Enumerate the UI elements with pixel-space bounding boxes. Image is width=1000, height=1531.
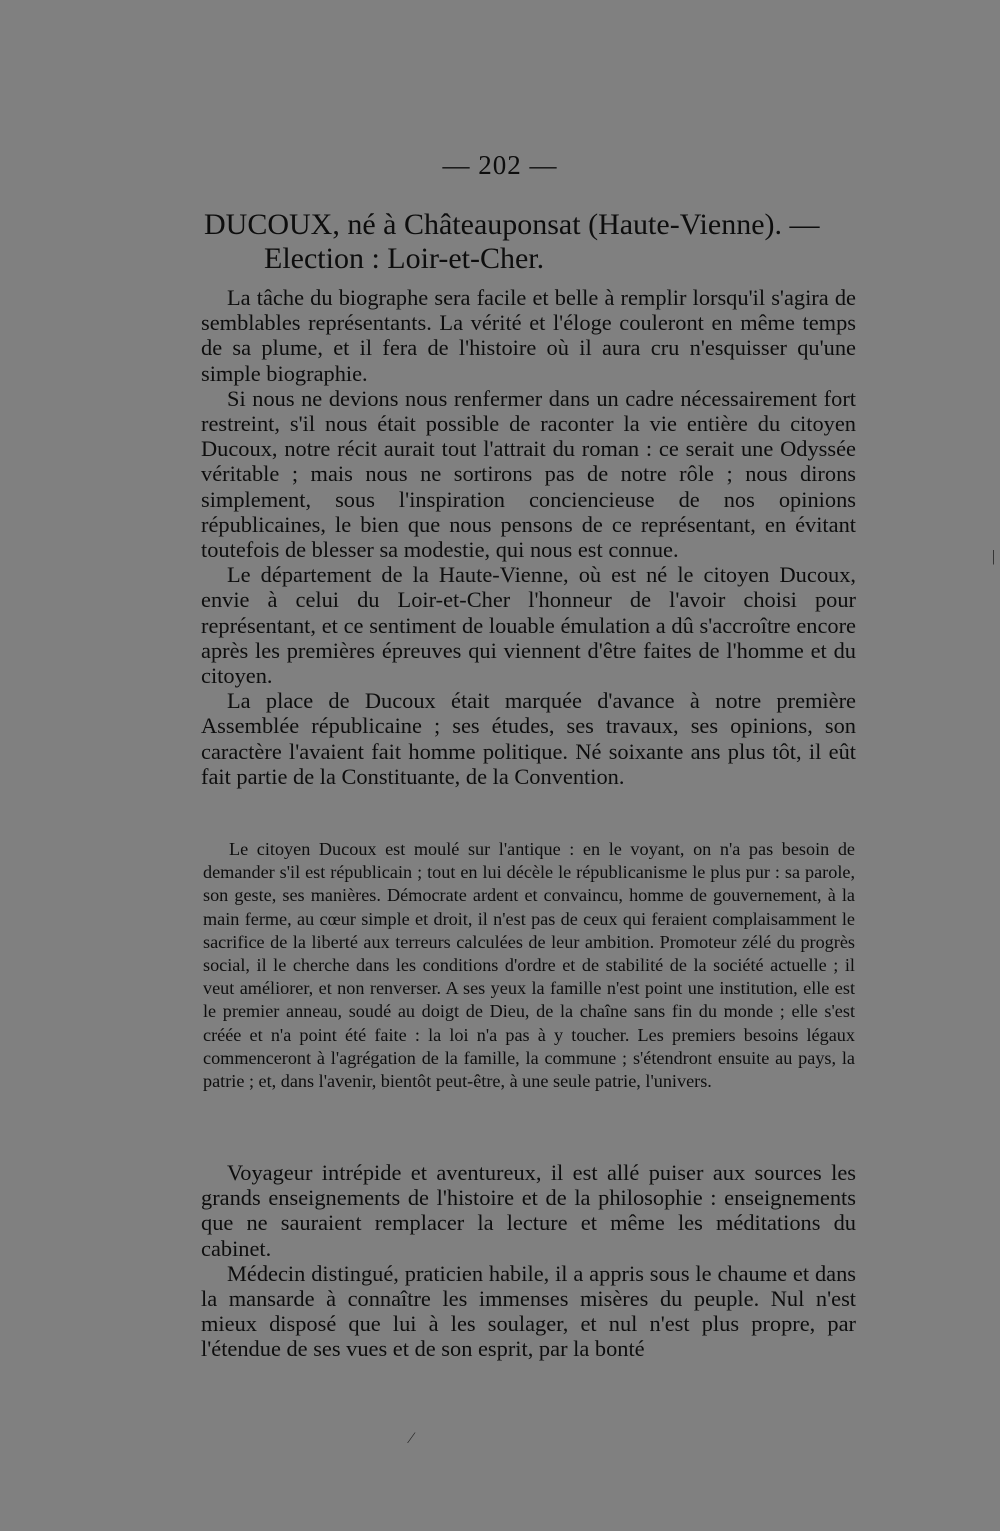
paragraph-6: Médecin distingué, praticien habile, il a appris sous le chaume et dans la mansarde à connaître les immenses misères du peuple. Nul n'est mieux disposé que lui à les soulager, et nul n'est plus propre, par l'étendue de ses vues et de son esprit, par la bonté [201,1260,856,1362]
quote-paragraph: Le citoyen Ducoux est moulé sur l'antique : en le voyant, on n'a pas besoin de demander s'il est républicain ; tout en lui décèle le républicanisme le plus pur : sa parole, son geste, ses manières. Démocrate ardent et convaincu, homme de gouvernement, à la main ferme, au cœur simple et droit, il n'est pas de ceux qui feraient complaisamment le sacrifice de la liberté aux terreurs calculées de leur ambition. Promoteur zélé du progrès social, il le cherche dans les conditions d'ordre et de stabilité de la société actuelle ; il veut améliorer, et non renverser. A ses yeux la famille n'est point une institution, elle est le premier anneau, soudé au doigt de Dieu, de la chaîne sans fin du monde ; elle s'est créée et n'a point été faite : la loi n'a pas à y toucher. Les premiers besoins légaux commenceront à l'agrégation de la famille, la commune ; s'étendront ensuite au pays, la patrie ; et, dans l'avenir, bientôt peut-être, à une seule patrie, l'univers. [203,839,855,1092]
scan-speck: | [992,548,996,565]
main-text-block [201,285,856,789]
heading-line-1: DUCOUX, né à Châteauponsat (Haute-Vienne). — [204,208,820,241]
paragraph-1: La tâche du biographe sera facile et belle à remplir lorsqu'il s'agira de semblables représentants. La vérité et l'éloge couleront en même temps de sa plume, et il fera de l'histoire où il aura cru n'esquisser qu'une simple biographie. [201,285,856,386]
scan-speck: ⁄ [410,1430,413,1447]
paragraph-5: Voyageur intrépide et aventureux, il est allé puiser aux sources les grands enseignements de l'histoire et de la philosophie : enseignements que ne sauraient remplacer la lecture et même les méditations du cabinet. [201,1160,856,1261]
heading-line-2: Election : Loir-et-Cher. [264,242,545,275]
closing-text-block [201,1160,856,1362]
paragraph-2: Si nous ne devions nous renfermer dans un cadre nécessairement fort restreint, s'il nous était possible de raconter la vie entière du citoyen Ducoux, notre récit aurait tout l'attrait du roman : ce serait une Odyssée véritable ; mais nous ne sortirons pas de notre rôle ; nous dirons simplement, sous l'inspiration conciencieuse de nos opinions républicaines, le bien que nous pensons de ce représentant, en évitant toutefois de blesser sa modestie, qui nous est connue. [201,385,856,563]
quoted-passage [203,838,855,1093]
section-heading [204,208,864,276]
paragraph-3: Le département de la Haute-Vienne, où est né le citoyen Ducoux, envie à celui du Loir-et-Cher l'honneur de l'avoir choisi pour représentant, et ce sentiment de louable émulation a dû s'accroître encore après les premières épreuves qui viennent d'être faites de l'homme et du citoyen. [201,562,856,689]
paragraph-4: La place de Ducoux était marquée d'avance à notre première Assemblée républicaine ; ses études, ses travaux, ses opinions, son caractère l'avaient fait homme politique. Né soixante ans plus tôt, il eût fait partie de la Constituante, de la Convention. [201,688,856,789]
page-number: — 202 — [442,150,558,180]
